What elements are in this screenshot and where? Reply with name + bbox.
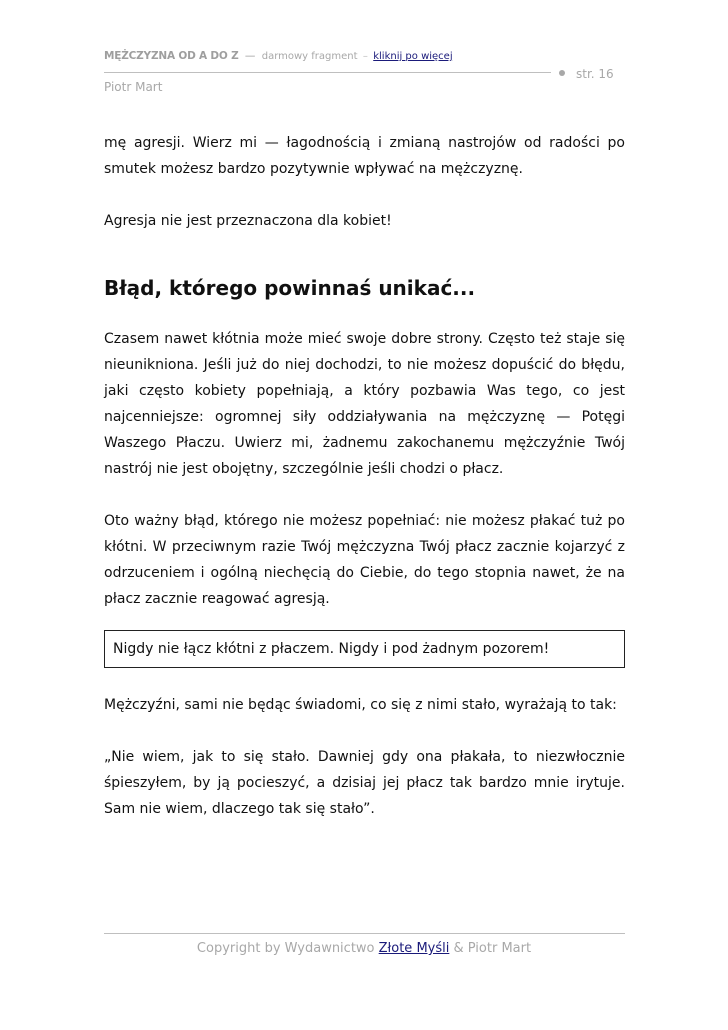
book-title: MĘŻCZYZNA OD A DO Z — [104, 50, 239, 62]
section-heading: Błąd, którego powinnaś unikać... — [104, 276, 476, 300]
body-paragraph: Mężczyźni, sami nie będąc świadomi, co się z nimi stało, wyrażają to tak: — [104, 697, 617, 713]
header-separator: – — [362, 51, 368, 62]
page-content — [104, 130, 625, 822]
publisher-link[interactable]: Złote Myśli — [378, 941, 450, 956]
body-paragraph: Czasem nawet kłótnia może mieć swoje dobre strony. Często też staje się nieunikniona. Jeśli już do niej dochodzi, to nie możesz dopuścić do błędu, jaki często kobiety popełniają, a który pozbawia Was tego, co jest najcenniejsze: ogromnej siły oddziaływania na mężczyznę — Potęgi Waszego Płaczu. Uwierz mi, żadnemu zakochanemu mężczyźnie Twój nastrój nie jest obojętny, szczególnie jeśli chodzi o płacz. — [104, 331, 625, 477]
copyright-suffix: & Piotr Mart — [453, 941, 532, 956]
boxed-note: Nigdy nie łącz kłótni z płaczem. Nigdy i pod żadnym pozorem! — [104, 630, 625, 668]
header-divider — [104, 72, 551, 73]
footer-divider — [104, 933, 625, 934]
header-title-line — [104, 50, 626, 64]
copyright-prefix: Copyright by Wydawnictwo — [196, 941, 375, 956]
quote-paragraph: „Nie wiem, jak to się stało. Dawniej gdy ona płakała, to niezwłocznie śpieszyłem, by ją pocieszyć, a dzisiaj jej płacz tak bardzo mnie irytuje. Sam nie wiem, dlaczego tak się stało”. — [104, 749, 625, 817]
page-number: str. 16 — [576, 67, 614, 81]
intro-paragraph: mę agresji. Wierz mi — łagodnością i zmianą nastrojów od radości po smutek możesz bardzo pozytywnie wpływać na mężczyznę. — [104, 135, 625, 177]
page-header — [104, 50, 626, 94]
author-name: Piotr Mart — [104, 80, 163, 94]
fragment-label: darmowy fragment — [261, 51, 358, 62]
page-footer — [0, 941, 728, 956]
bullet-icon — [559, 70, 565, 76]
intro-statement: Agresja nie jest przeznaczona dla kobiet! — [104, 213, 392, 229]
more-link[interactable]: kliknij po więcej — [373, 51, 453, 62]
header-dash: — — [244, 50, 256, 62]
body-paragraph: Oto ważny błąd, którego nie możesz popełniać: nie możesz płakać tuż po kłótni. W przeciwnym razie Twój mężczyzna Twój płacz zacznie kojarzyć z odrzuceniem i ogólną niechęcią do Ciebie, do tego stopnia nawet, że na płacz zacznie reagować agresją. — [104, 513, 625, 607]
